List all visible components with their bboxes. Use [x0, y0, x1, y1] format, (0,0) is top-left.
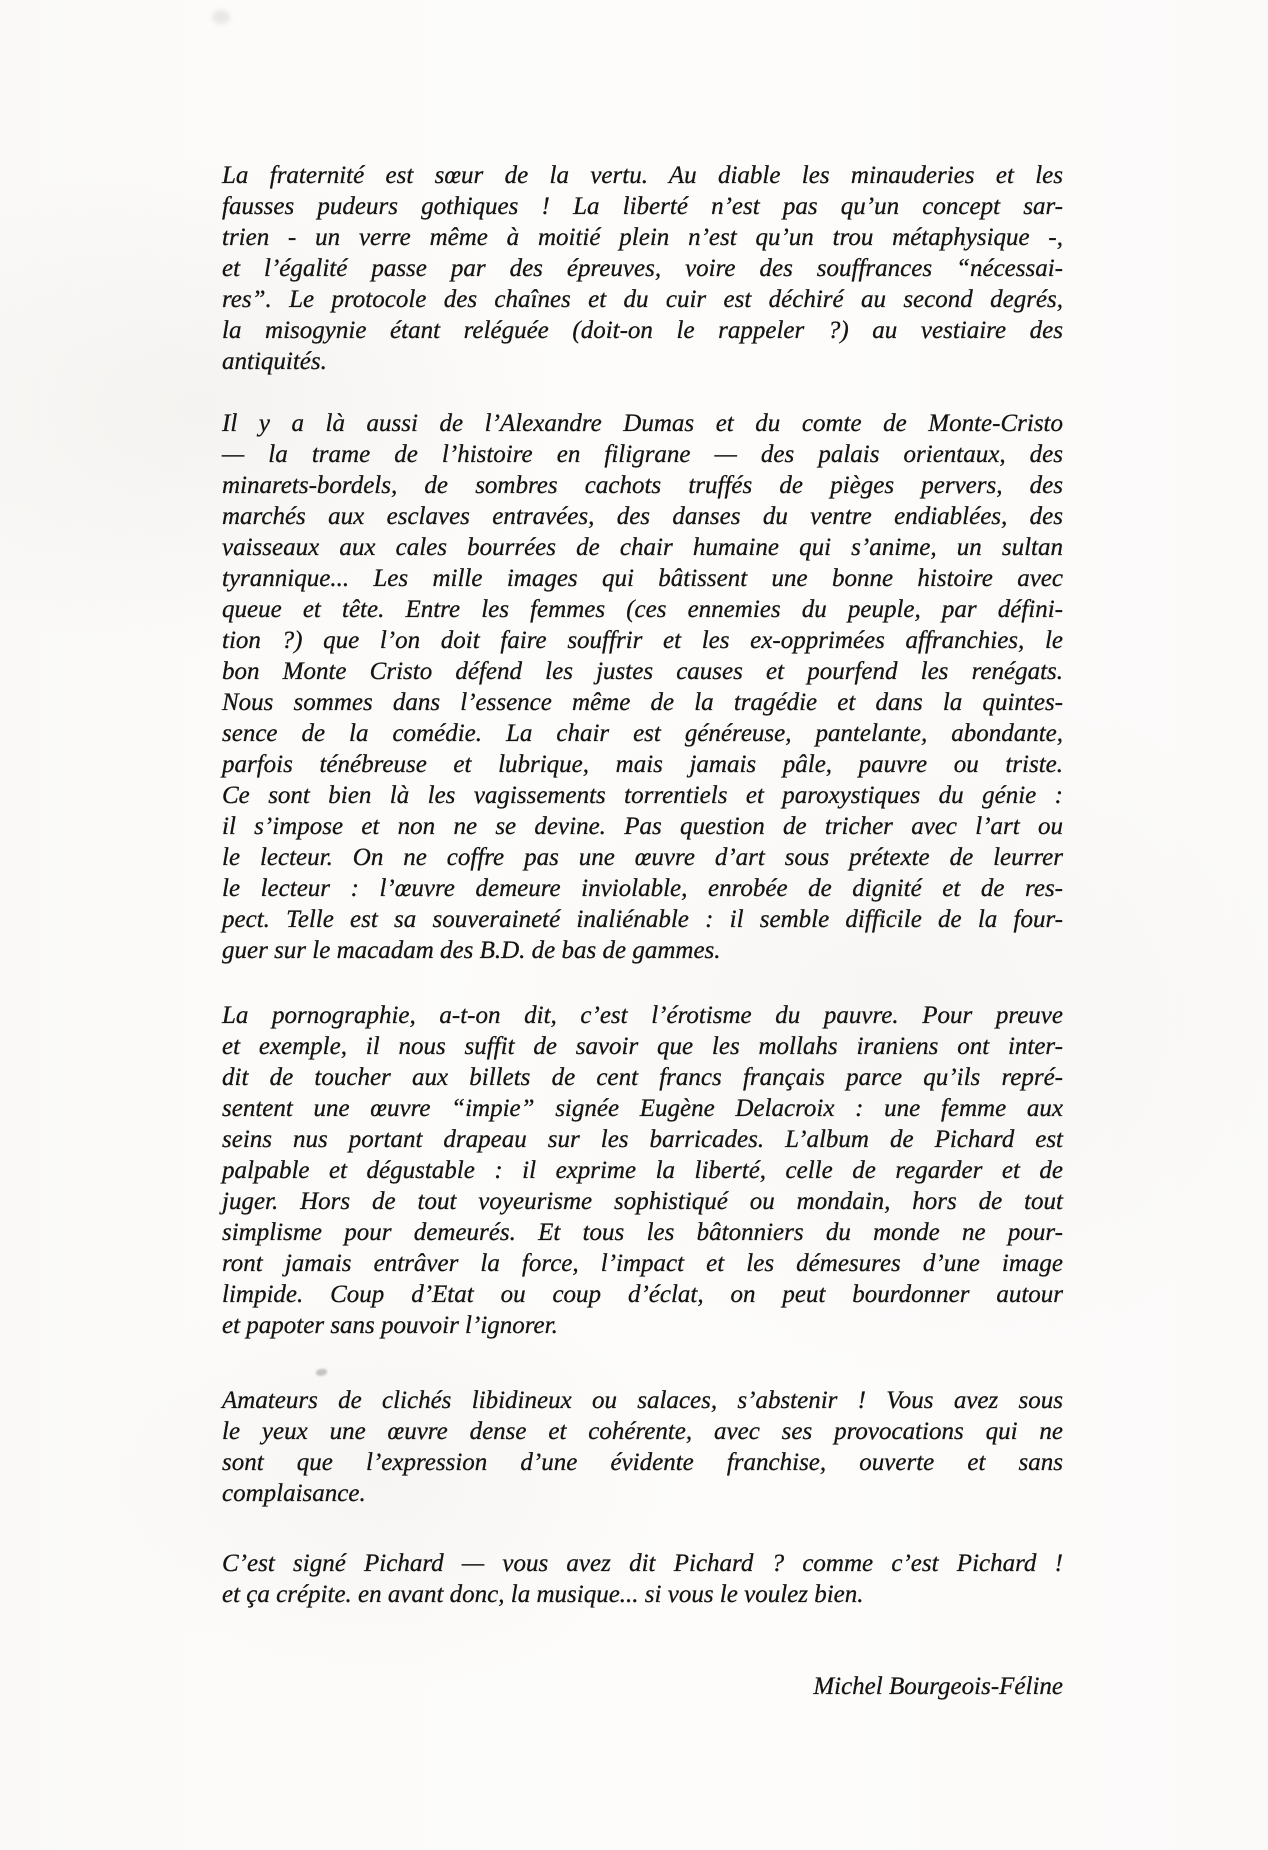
text-line: parfois ténébreuse et lubrique, mais jamais pâle, pauvre ou triste.: [222, 751, 1063, 778]
text-line: Ce sont bien là les vagissements torrentiels et paroxystiques du génie :: [222, 782, 1063, 809]
text-line: queue et tête. Entre les femmes (ces ennemies du peuple, par défini-: [222, 596, 1063, 623]
paragraph: [222, 1548, 1063, 1610]
text-line: et ça crépite. en avant donc, la musique... si vous le voulez bien.: [222, 1581, 864, 1608]
text-line: le lecteur : l’œuvre demeure inviolable, enrobée de dignité et de res-: [222, 875, 1063, 902]
text-line: Amateurs de clichés libidineux ou salaces, s’abstenir ! Vous avez sous: [222, 1387, 1063, 1414]
paragraph: [222, 160, 1063, 377]
text-line: le lecteur. On ne coffre pas une œuvre d’art sous prétexte de leurrer: [222, 844, 1063, 871]
text-line: Nous sommes dans l’essence même de la tragédie et dans la quintes-: [222, 689, 1063, 716]
text-line: juger. Hors de tout voyeurisme sophistiqué ou mondain, hors de tout: [222, 1188, 1063, 1215]
text-line: minarets-bordels, de sombres cachots truffés de pièges pervers, des: [222, 472, 1063, 499]
text-line: — la trame de l’histoire en filigrane — des palais orientaux, des: [222, 441, 1063, 468]
text-line: La fraternité est sœur de la vertu. Au diable les minauderies et les: [222, 162, 1063, 189]
text-line: complaisance.: [222, 1480, 366, 1507]
text-line: vaisseaux aux cales bourrées de chair humaine qui s’anime, un sultan: [222, 534, 1063, 561]
text-line: marchés aux esclaves entravées, des danses du ventre endiablées, des: [222, 503, 1063, 530]
text-line: et papoter sans pouvoir l’ignorer.: [222, 1312, 558, 1339]
text-line: antiquités.: [222, 348, 327, 375]
text-line: Il y a là aussi de l’Alexandre Dumas et du comte de Monte-Cristo: [222, 410, 1063, 437]
text-line: C’est signé Pichard — vous avez dit Pichard ? comme c’est Pichard !: [222, 1550, 1063, 1577]
text-line: ront jamais entrâver la force, l’impact et les démesures d’une image: [222, 1250, 1063, 1277]
text-line: le yeux une œuvre dense et cohérente, avec ses provocations qui ne: [222, 1418, 1063, 1445]
text-line: seins nus portant drapeau sur les barricades. L’album de Pichard est: [222, 1126, 1063, 1153]
text-line: dit de toucher aux billets de cent francs français parce qu’ils repré-: [222, 1064, 1063, 1091]
text-line: limpide. Coup d’Etat ou coup d’éclat, on peut bourdonner autour: [222, 1281, 1063, 1308]
text-line: sence de la comédie. La chair est généreuse, pantelante, abondante,: [222, 720, 1063, 747]
author-signature: Michel Bourgeois-Féline: [813, 1673, 1063, 1700]
text-line: et l’égalité passe par des épreuves, voire des souffrances “nécessai-: [222, 255, 1063, 282]
text-line: la misogynie étant reléguée (doit-on le rappeler ?) au vestiaire des: [222, 317, 1063, 344]
scan-smudge-artifact: [212, 10, 230, 24]
paragraphs-container: [222, 160, 1063, 1610]
paragraph: [222, 408, 1063, 966]
article-body: [222, 160, 1063, 1702]
paragraph: [222, 1000, 1063, 1341]
text-line: bon Monte Cristo défend les justes causes et pourfend les renégats.: [222, 658, 1063, 685]
text-line: fausses pudeurs gothiques ! La liberté n’est pas qu’un concept sar-: [222, 193, 1063, 220]
paragraph: [222, 1385, 1063, 1509]
text-line: sont que l’expression d’une évidente franchise, ouverte et sans: [222, 1449, 1063, 1476]
text-line: pect. Telle est sa souveraineté inaliénable : il semble difficile de la four-: [222, 906, 1063, 933]
text-line: guer sur le macadam des B.D. de bas de gammes.: [222, 937, 721, 964]
text-line: res”. Le protocole des chaînes et du cuir est déchiré au second degrés,: [222, 286, 1063, 313]
text-line: La pornographie, a-t-on dit, c’est l’érotisme du pauvre. Pour preuve: [222, 1002, 1063, 1029]
text-line: trien - un verre même à moitié plein n’est qu’un trou métaphysique -,: [222, 224, 1063, 251]
text-line: tion ?) que l’on doit faire souffrir et les ex-opprimées affranchies, le: [222, 627, 1063, 654]
text-line: et exemple, il nous suffit de savoir que les mollahs iraniens ont inter-: [222, 1033, 1063, 1060]
text-line: il s’impose et non ne se devine. Pas question de tricher avec l’art ou: [222, 813, 1063, 840]
text-line: simplisme pour demeurés. Et tous les bâtonniers du monde ne pour-: [222, 1219, 1063, 1246]
text-line: tyrannique... Les mille images qui bâtissent une bonne histoire avec: [222, 565, 1063, 592]
text-line: sentent une œuvre “impie” signée Eugène Delacroix : une femme aux: [222, 1095, 1063, 1122]
text-line: palpable et dégustable : il exprime la liberté, celle de regarder et de: [222, 1157, 1063, 1184]
